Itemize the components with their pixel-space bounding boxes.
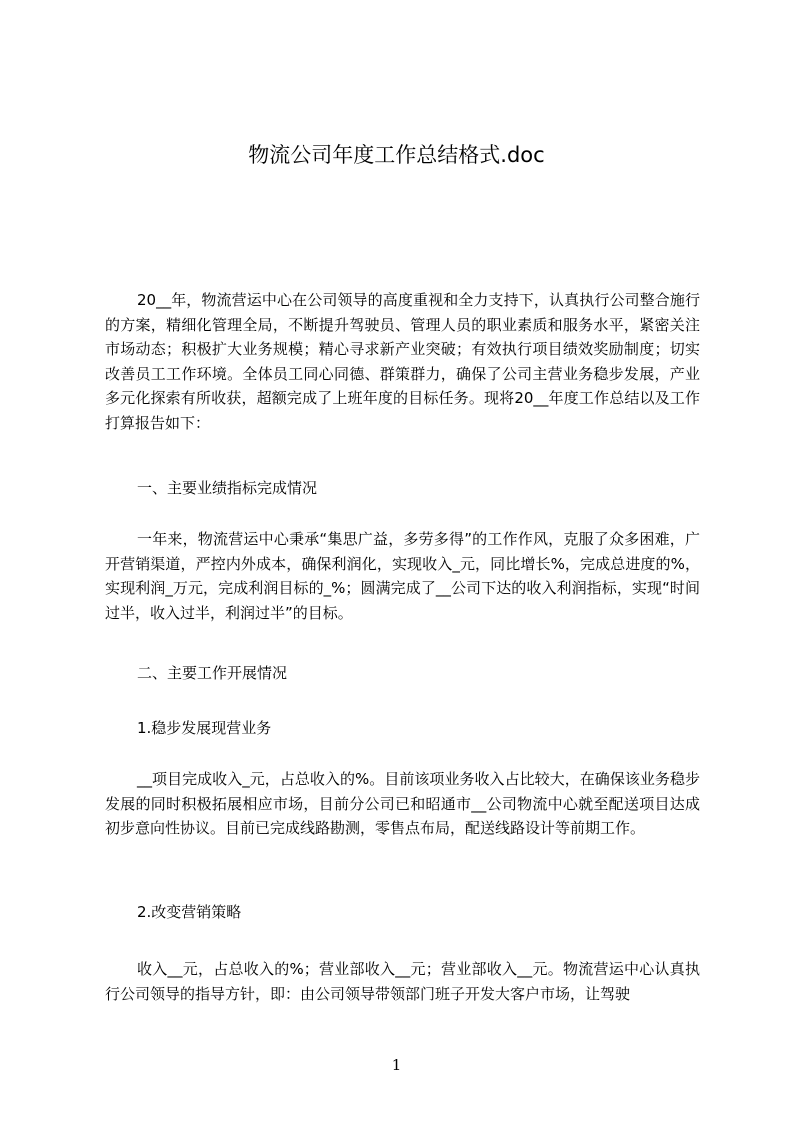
subsection-2-paragraph: 收入__元，占总收入的%；营业部收入__元；营业部收入__元。物流营运中心认真执行公司领导的指导方针，即：由公司领导带领部门班子开发大客户市场，让驾驶	[105, 960, 700, 1003]
section-heading-2: 二、主要工作开展情况	[137, 664, 288, 682]
intro-paragraph: 20__年，物流营运中心在公司领导的高度重视和全力支持下，认真执行公司整合施行的方案，精细化管理全局，不断提升驾驶员、管理人员的职业素质和服务水平，紧密关注市场动态；积极扩大业务规模；精心寻求新产业突破；有效执行项目绩效奖励制度；切实改善员工工作环境。全体员工同心同德、群策群力，确保了公司主营业务稳步发展，产业多元化探索有所收获，超额完成了上班年度的目标任务。现将20__年度工作总结以及工作打算报告如下：	[105, 291, 700, 432]
document-title: 物流公司年度工作总结格式.doc	[248, 143, 545, 167]
section-heading-1: 一、主要业绩指标完成情况	[137, 479, 318, 497]
subsection-heading-2: 2.改变营销策略	[137, 903, 242, 921]
page-number: 1	[391, 1056, 402, 1074]
subsection-heading-1: 1.稳步发展现营业务	[137, 719, 272, 737]
section-1-paragraph: 一年来，物流营运中心秉承“集思广益，多劳多得”的工作作风，克服了众多困难，广开营销渠道，严控内外成本，确保利润化，实现收入_元，同比增长%，完成总进度的%，实现利润_万元，完成利润目标的_%；圆满完成了__公司下达的收入利润指标，实现“时间过半，收入过半，利润过半”的目标。	[105, 530, 700, 622]
subsection-1-paragraph: __项目完成收入_元，占总收入的%。目前该项业务收入占比较大，在确保该业务稳步发展的同时积极拓展相应市场，目前分公司已和昭通市__公司物流中心就至配送项目达成初步意向性协议。目前已完成线路勘测，零售点布局，配送线路设计等前期工作。	[105, 770, 700, 837]
